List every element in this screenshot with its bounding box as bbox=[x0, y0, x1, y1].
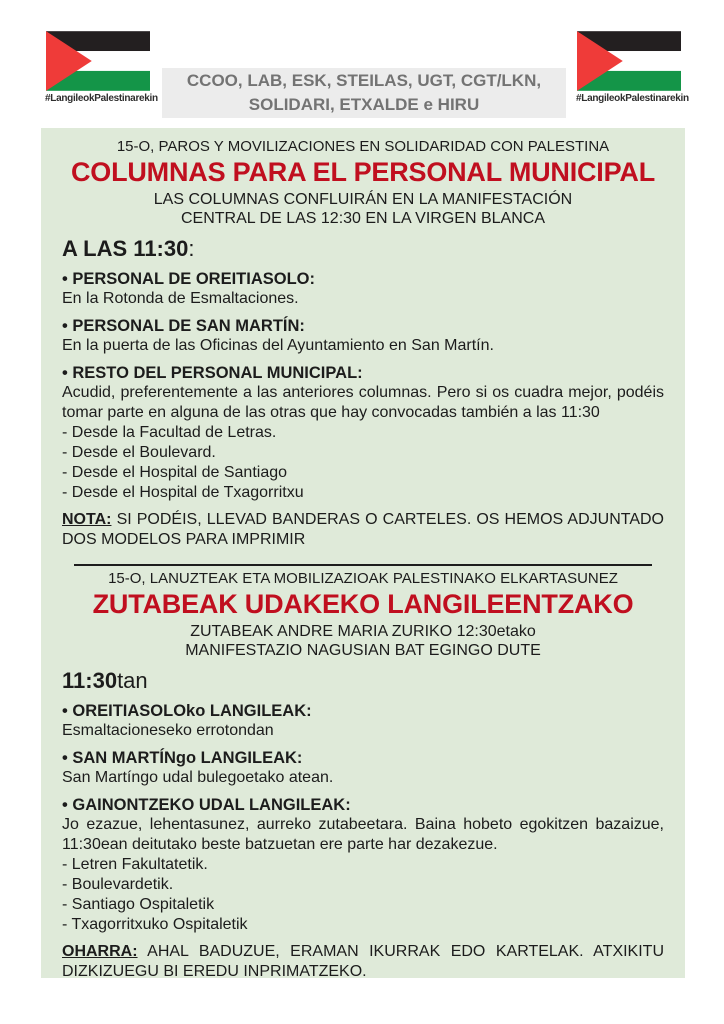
list-item: - Letren Fakultatetik. bbox=[62, 856, 208, 873]
unions-line-2: SOLIDARI, ETXALDE e HIRU bbox=[248, 95, 480, 114]
list-item: - Desde el Hospital de Santiago bbox=[62, 464, 288, 481]
list-item: - Boulevardetik. bbox=[62, 876, 174, 893]
note-label: NOTA: bbox=[62, 511, 112, 528]
group-heading: • RESTO DEL PERSONAL MUNICIPAL: bbox=[62, 364, 363, 382]
group-heading: • SAN MARTÍNgo LANGILEAK: bbox=[62, 749, 303, 767]
list-item: - Txagorritxuko Ospitaletik bbox=[62, 916, 248, 933]
content-panel bbox=[41, 128, 685, 978]
basque-kicker: 15-O, LANUZTEAK ETA MOBILIZAZIOAK PALESTINAKO ELKARTASUNEZ bbox=[108, 570, 618, 587]
spanish-subtitle bbox=[62, 190, 664, 228]
spanish-subtitle-line-1: LAS COLUMNAS CONFLUIRÁN EN LA MANIFESTACIÓN bbox=[153, 191, 573, 208]
flag-block-right bbox=[576, 31, 689, 104]
palestine-flag-icon bbox=[46, 31, 150, 91]
basque-subtitle-line-2: MANIFESTAZIO NAGUSIAN BAT EGINGO DUTE bbox=[185, 642, 541, 659]
palestine-flag-icon bbox=[577, 31, 681, 91]
unions-line-1: CCOO, LAB, ESK, STEILAS, UGT, CGT/LKN, bbox=[186, 71, 542, 90]
basque-meeting-points bbox=[62, 855, 664, 935]
group-body: Acudid, preferentemente a las anteriores columnas. Pero si os cuadra mejor, podéis tomar parte en alguna de las otras que hay convocadas también a las 11:30 bbox=[62, 384, 664, 421]
note-label: OHARRA: bbox=[62, 943, 138, 960]
basque-time-heading bbox=[62, 668, 664, 694]
list-item: - Santiago Ospitaletik bbox=[62, 896, 215, 913]
group-heading: • OREITIASOLOko LANGILEAK: bbox=[62, 702, 312, 720]
group-body: Jo ezazue, lehentasunez, aurreko zutabeetara. Baina hobeto egokitzen bazaizue, 11:30ean deitutako beste batzuetan ere parte har dezakezue. bbox=[62, 816, 664, 853]
spanish-kicker: 15-O, PAROS Y MOVILIZACIONES EN SOLIDARIDAD CON PALESTINA bbox=[116, 138, 610, 155]
note-text: SI PODÉIS, LLEVAD BANDERAS O CARTELES. OS HEMOS ADJUNTADO DOS MODELOS PARA IMPRIMIR bbox=[62, 511, 665, 548]
spanish-note bbox=[62, 510, 664, 550]
hashtag-caption: #LangileokPalestinarekin bbox=[576, 93, 689, 104]
basque-subtitle bbox=[62, 622, 664, 660]
list-item: - Desde el Boulevard. bbox=[62, 444, 216, 461]
spanish-time-heading bbox=[62, 236, 664, 262]
spanish-subtitle-line-2: CENTRAL DE LAS 12:30 EN LA VIRGEN BLANCA bbox=[181, 210, 545, 227]
list-item: - Desde el Hospital de Txagorritxu bbox=[62, 484, 304, 501]
basque-subtitle-line-1: ZUTABEAK ANDRE MARIA ZURIKO 12:30etako bbox=[190, 623, 536, 640]
group-heading: • PERSONAL DE OREITIASOLO: bbox=[62, 270, 315, 288]
spanish-time-bold: A LAS 11:30 bbox=[62, 236, 189, 261]
spanish-meeting-points bbox=[62, 423, 664, 503]
group-body: San Martíngo udal bulegoetako atean. bbox=[62, 769, 334, 786]
unions-box bbox=[162, 68, 566, 118]
group-body: En la Rotonda de Esmaltaciones. bbox=[62, 290, 299, 307]
basque-time-rest: tan bbox=[117, 668, 148, 693]
basque-time-bold: 11:30 bbox=[62, 668, 118, 693]
spanish-time-rest: : bbox=[188, 236, 195, 261]
group-body: En la puerta de las Oficinas del Ayuntamiento en San Martín. bbox=[62, 337, 494, 354]
spanish-title: COLUMNAS PARA EL PERSONAL MUNICIPAL bbox=[70, 157, 656, 187]
group-heading: • GAINONTZEKO UDAL LANGILEAK: bbox=[62, 796, 351, 814]
group-heading: • PERSONAL DE SAN MARTÍN: bbox=[62, 317, 305, 335]
basque-section bbox=[62, 570, 664, 978]
section-divider bbox=[74, 564, 652, 566]
note-text: AHAL BADUZUE, ERAMAN IKURRAK EDO KARTELAK. ATXIKITU DIZKIZUEGU BI EREDU INPRIMATZEKO. bbox=[62, 943, 665, 978]
basque-title: ZUTABEAK UDAKEKO LANGILEENTZAKO bbox=[92, 589, 634, 619]
basque-note bbox=[62, 942, 664, 978]
group-body: Esmaltacioneseko errotondan bbox=[62, 722, 274, 739]
hashtag-caption: #LangileokPalestinarekin bbox=[45, 93, 158, 104]
flag-block-left bbox=[45, 31, 158, 104]
spanish-section bbox=[62, 138, 664, 550]
list-item: - Desde la Facultad de Letras. bbox=[62, 424, 277, 441]
